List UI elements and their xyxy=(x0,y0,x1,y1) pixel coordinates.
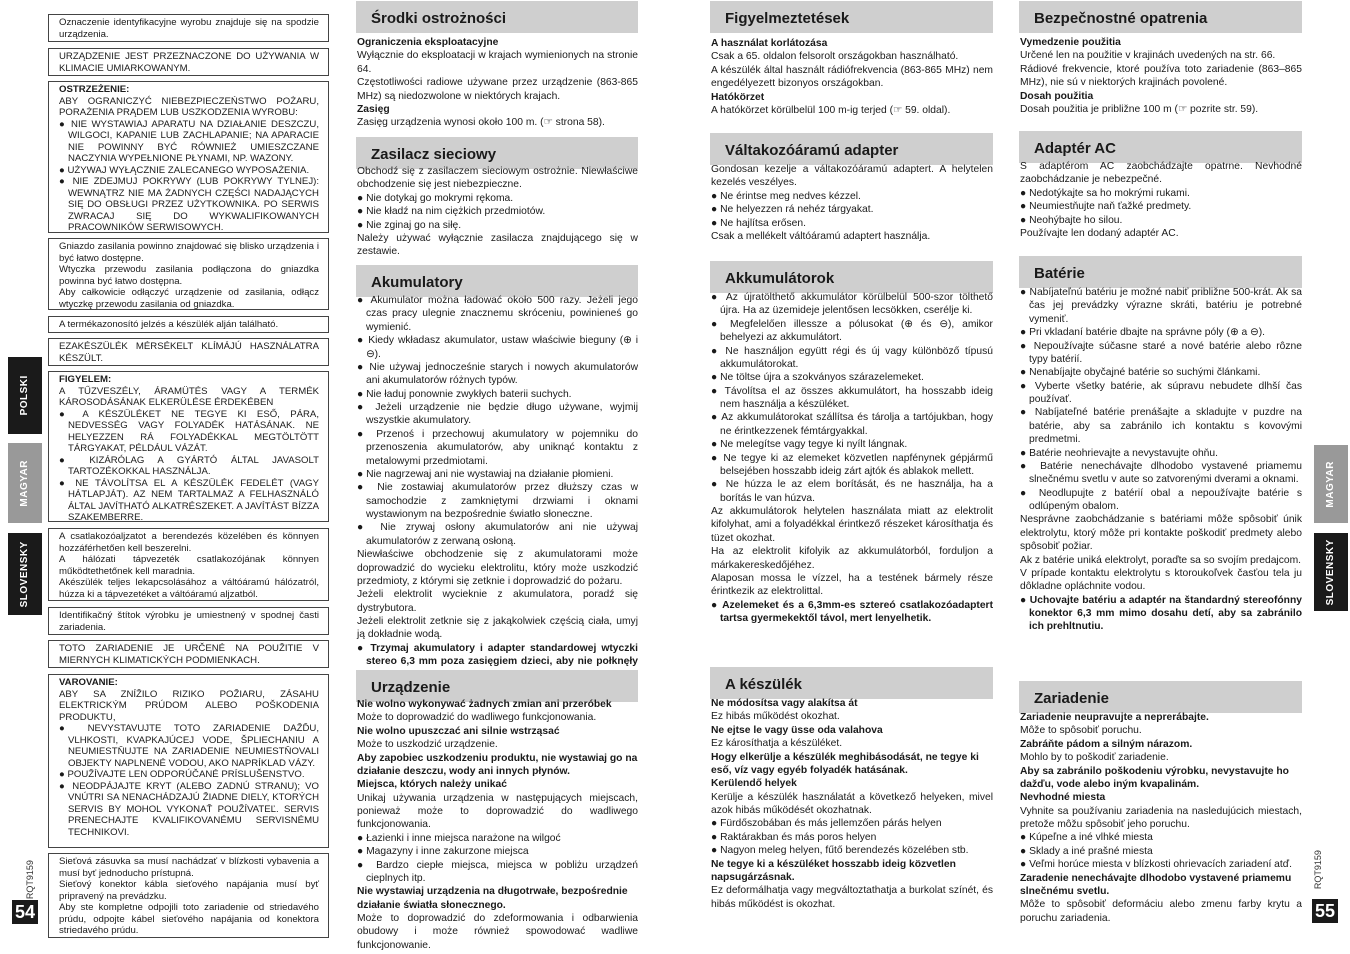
bullet-item: ● Ne használjon együtt régi és új vagy különböző típusú akkumulátorokat. xyxy=(711,345,993,370)
doc-code: RQT9159 xyxy=(25,860,36,900)
paragraph: Jeżeli elektrolit zetknie się z jakąkolwiek częścią ciała, umyj ją dokładnie wodą. xyxy=(357,616,638,641)
warning-title: FIGYELEM: xyxy=(59,374,112,385)
paragraph: ● Veľmi horúce miesta v blízkosti ohrievacích zariadení atď. xyxy=(1020,859,1292,871)
paragraph: ● Nie zginaj go na siłę. xyxy=(357,219,462,231)
bullet-item: ● Nie zostawiaj akumulatorów przez dłuższy czas w samochodzie z zamkniętymi drzwiami i oknami wystawionym na bezpośrednie światło słoneczne. xyxy=(357,482,638,520)
tab-slovensky-left xyxy=(8,533,42,615)
paragraph: ● Raktárakban és más poros helyen xyxy=(711,831,877,843)
paragraph: ● Sklady a iné prašné miesta xyxy=(1020,845,1153,857)
tab-polski-left xyxy=(8,357,42,434)
box-text: A termékazonosító jelzés a készülék alján található. xyxy=(59,319,279,330)
bold-paragraph: Ne ejtse le vagy üsse oda valahova xyxy=(711,724,883,736)
paragraph: Unikaj używania urządzenia w następujących miejscach, ponieważ może to doprowadzić do wadliwego funkcjonowania. xyxy=(357,792,638,831)
doc-code: RQT9159 xyxy=(1313,850,1324,890)
bold-paragraph: Dosah použitia xyxy=(1020,90,1094,102)
warning-item: ● KIZÁRÓLAG A GYÁRTÓ ÁLTAL JAVASOLT TARTOZÉKOKKAL HASZNÁLJA. xyxy=(59,454,319,477)
paragraph: Alaposan mossa le vízzel, ha a testének bármely része érintkezik az elektrolittal. xyxy=(711,572,993,598)
bold-bullet-item: ● Trzymaj akumulatory i adapter standardowej wtyczki stereo 6,3 mm poza zasięgiem dzieci, aby nie połknęły xyxy=(357,642,638,668)
section-heading: Adaptér AC xyxy=(1019,131,1302,163)
doc-code-right xyxy=(1304,850,1334,890)
section-heading: Zariadenie xyxy=(1019,681,1302,713)
box-text: Sieťový konektor kábla sieťového napájania musí byť pripravený na prevádzku. xyxy=(59,879,319,902)
bullet-item: ● Vyberte všetky batérie, ak súpravu nebudete dlhší čas používať. xyxy=(1020,380,1302,405)
paragraph: ● Nedotýkajte sa ho mokrými rukami. xyxy=(1020,187,1190,199)
section-heading: Akkumulátorok xyxy=(710,261,993,293)
bold-paragraph: Zariadenie neupravujte a neprerábajte. xyxy=(1020,712,1209,723)
section-heading: Środki ostrożności xyxy=(356,1,638,33)
paragraph: Kerülje a készülék használatát a következő helyeken, mivel azok hibás működését okozhatnak. xyxy=(711,791,993,816)
bullet-item: ● Batérie nenechávajte dlhodobo vystavené priamemu slnečnému svetlu v aute so zatvorenými dverami a oknami. xyxy=(1020,460,1302,486)
paragraph: Gondosan kezelje a váltakozóáramú adaptert. A helytelen kezelés veszélyes. xyxy=(711,164,993,189)
section-body xyxy=(357,36,638,130)
section-body xyxy=(1020,711,1302,925)
section-body xyxy=(1020,286,1302,634)
section-body xyxy=(711,163,993,243)
paragraph: ● Nagyon meleg helyen, fűtő berendezés közelében stb. xyxy=(711,845,969,857)
bullet-item: ● Nabíjateľnú batériu je možné nabiť približne 500-krát. Ak sa čas jej prevádzky výrazne skráti, batériu je potrebné vymeniť. xyxy=(1020,287,1302,325)
socket-note-sk xyxy=(48,853,329,938)
bullet-item: ● Megfelelően illessze a pólusokat (⊕ és ⊖), amikor behelyezi az akkumulátort. xyxy=(711,318,993,344)
section-heading: Urządzenie xyxy=(356,670,638,702)
bullet-item: ● Ne húzza le az elem borítását, és ne használja, ha a borítás le van húzva. xyxy=(711,479,993,504)
paragraph: Może to uszkodzić urządzenie. xyxy=(357,739,498,751)
section-heading: A készülék xyxy=(710,667,993,699)
product-id-note-hu xyxy=(48,316,329,333)
paragraph: ● Fürdőszobában és más jellemzően párás helyen xyxy=(711,818,942,830)
bold-paragraph: Hatókörzet xyxy=(711,91,765,103)
bullet-item: ● Kiedy wkładasz akumulator, ustaw właściwie bieguny (⊕ i ⊖). xyxy=(357,335,638,360)
bold-paragraph: Zasięg xyxy=(357,103,390,115)
paragraph: Może to doprowadzić do wadliwego funkcjonowania. xyxy=(357,712,597,724)
paragraph: ● Ne helyezzen rá nehéz tárgyakat. xyxy=(711,204,874,216)
bold-paragraph: Hogy elkerülje a készülék meghibásodását, ne tegye ki eső, víz vagy egyéb folyadék hatásának. xyxy=(711,751,979,776)
product-id-note-sk xyxy=(48,607,329,635)
section-heading: Akumulatory xyxy=(356,265,638,297)
bullet-item: ● Nenabíjajte obyčajné batérie so suchými článkami. xyxy=(1020,367,1261,379)
bullet-item: ● Távolítsa el az összes akkumulátort, ha hosszabb ideig nem használja a készüléket. xyxy=(711,385,993,410)
paragraph: Ez hibás működést okozhat. xyxy=(711,711,840,723)
bold-paragraph: Nie wolno wykonywać żadnych zmian ani przeróbek xyxy=(357,699,612,710)
bullet-item: ● Batérie neohrievajte a nevystavujte ohňu. xyxy=(1020,447,1218,459)
section-body xyxy=(711,291,993,625)
box-text: A hálózati tápvezeték csatlakozójának könnyen működtethetőnek kell maradnia. xyxy=(59,554,319,577)
tab-label: SLOVENSKY xyxy=(1324,538,1336,606)
bullet-item: ● Az akkumulátorokat szállítsa és tárolja a tartójukban, hogy ne érintkezzenek fémtárgyakkal. xyxy=(711,412,993,437)
box-text: Oznaczenie identyfikacyjne wyrobu znajduje się na spodzie urządzenia. xyxy=(59,17,319,40)
paragraph: A hatókörzet körülbelül 100 m-ig terjed (☞ 59. oldal). xyxy=(711,104,951,116)
warning-item: ● NEVYSTAVUJTE TOTO ZARIADENIE DAŽĎU, VLHKOSTI, KVAPKAJÚCEJ VODE, ŠPLIECHANIU A NEUMIESTŇUJTE NA ZARIADENIE NEUMIESTŇOVALI OBJEKTY NAPLNENÉ VODOU, AKO NAPRÍKLAD VÁZY. xyxy=(59,723,319,769)
section-body xyxy=(357,294,638,682)
bullet-item: ● Nie ładuj ponownie zwykłych baterii suchych. xyxy=(357,388,572,400)
tab-label: MAGYAR xyxy=(1324,460,1336,508)
bullet-item: ● Jeżeli urządzenie nie będzie długo używane, wyjmij wszystkie akumulatory. xyxy=(357,402,638,427)
bold-paragraph: Miejsca, których należy unikać xyxy=(357,779,507,791)
paragraph: Mohlo by to poškodiť zariadenie. xyxy=(1020,752,1169,764)
warning-intro: A TŰZVESZÉLY, ÁRAMÜTÉS VAGY A TERMÉK KÁROSODÁSÁNAK ELKERÜLÉSE ÉRDEKÉBEN xyxy=(59,385,319,408)
box-text: URZĄDZENIE JEST PRZEZNACZONE DO UŻYWANIA W KLIMACIE UMIARKOWANYM. xyxy=(59,51,319,74)
climate-note-hu xyxy=(48,338,329,366)
box-text: Gniazdo zasilania powinno znajdować się blisko urządzenia i być łatwo dostępne. xyxy=(59,241,319,264)
tab-label: MAGYAR xyxy=(18,459,30,507)
bold-paragraph: Ne módosítsa vagy alakítsa át xyxy=(711,698,858,709)
socket-note-pl xyxy=(48,238,329,310)
box-text: Aby całkowicie odłączyć urządzenie od zasilania, odłącz wtyczkę przewodu zasilania od gniazdka. xyxy=(59,287,319,310)
warning-item: ● NE TÁVOLÍTSA EL A KÉSZÜLÉK FEDELÉT (VAGY HÁTLAPJÁT). AZ NEM TARTALMAZ A FELHASZNÁLÓ ÁLTAL JAVÍTHATÓ ALKATRÉSZEKET. A JAVÍTÁST BÍZZA SZAKEMBERRE. xyxy=(59,477,319,523)
paragraph: Może to doprowadzić do zdeformowania i odbarwienia obudowy i może również spowodować wadliwe funkcjonowanie. xyxy=(357,913,638,951)
warning-title: VAROVANIE: xyxy=(59,677,118,688)
paragraph: ● Ne érintse meg nedves kézzel. xyxy=(711,190,861,202)
bold-paragraph: Ograniczenia eksploatacyjne xyxy=(357,37,499,48)
paragraph: Vyhnite sa používaniu zariadenia na nasledujúcich miestach, pretože môžu spôsobiť jeho poruchu. xyxy=(1020,805,1302,830)
bullet-item: ● Neodlupujte z batérií obal a nepoužívajte batérie s odlúpeným obalom. xyxy=(1020,487,1302,512)
paragraph: Należy używać wyłącznie zasilacza znajdującego się w zestawie. xyxy=(357,232,638,258)
tab-label: POLSKI xyxy=(18,375,30,416)
warning-item: ● NIE ZDEJMUJ POKRYWY (LUB POKRYWY TYLNEJ): WEWNĄTRZ NIE MA ŻADNYCH CZĘŚCI NADAJĄCYCH SIĘ DO OBSŁUGI PRZEZ UŻYTKOWNIKA. PO SERWIS ZWRACAJ SIĘ DO WYKWALIFIKOWANYCH PRACOWNIKÓW SERWISOWYCH. xyxy=(59,176,319,233)
paragraph: Ez károsíthatja a készüléket. xyxy=(711,738,843,750)
product-id-note-pl xyxy=(48,14,329,42)
warning-item: ● NIE WYSTAWIAJ APARATU NA DZIAŁANIE DESZCZU, WILGOCI, KAPANIE LUB ZACHLAPANIE; NA APARACIE NIE POWINNY BYĆ RÓWNIEŻ UMIESZCZANE NACZYNIA WYPEŁNIONE PŁYNAMI, NP. WAZONY. xyxy=(59,118,319,164)
paragraph: ● Nie kładź na nim ciężkich przedmiotów. xyxy=(357,206,546,218)
tab-label: SLOVENSKY xyxy=(18,540,30,608)
paragraph: ● Łazienki i inne miejsca narażone na wilgoć xyxy=(357,832,561,844)
warning-item: ● NEODPÁJAJTE KRYT (ALEBO ZADNÚ STRANU); VO VNÚTRI SA NENACHÁDZAJÚ ŽIADNE DIELY, KTORÝCH SERVIS BY MOHOL VYKONAŤ POUŽÍVATEĽ. SERVIS PRENECHAJTE KVALIFIKOVANÉMU SERVISNÉMU TECHNIKOVI. xyxy=(59,780,319,838)
paragraph: ● Neohýbajte ho silou. xyxy=(1020,214,1123,226)
bold-paragraph: Nevhodné miesta xyxy=(1020,792,1106,804)
doc-code-left xyxy=(16,860,46,900)
warning-box-hu xyxy=(48,371,329,522)
warning-box-pl xyxy=(48,81,329,233)
paragraph: Ak z batérie uniká elektrolyt, poraďte sa so svojím predajcom. xyxy=(1020,554,1302,566)
paragraph: Jeżeli elektrolit wycieknie z akumulatora, poradź się dystrybutora. xyxy=(357,589,638,614)
section-body xyxy=(1020,36,1302,116)
bold-paragraph: Ne tegye ki a készüléket hosszabb ideig közvetlen napsugárzásnak. xyxy=(711,858,956,883)
bold-paragraph: A használat korlátozása xyxy=(711,38,828,49)
section-heading: Bezpečnostné opatrenia xyxy=(1019,1,1302,33)
paragraph: Częstotliwości radiowe używane przez urządzenie (863-865 MHz) są niedozwolone w niektórych krajach. xyxy=(357,77,638,102)
paragraph: ● Neumiestňujte naň ťažké predmety. xyxy=(1020,201,1192,213)
paragraph: Ez deformálhatja vagy megváltoztathatja a burkolat színét, és hibás működést is okozhat. xyxy=(711,885,993,910)
section-body xyxy=(357,698,638,952)
section-heading: Figyelmeztetések xyxy=(710,1,993,33)
bold-paragraph: Aby sa zabránilo poškodeniu výrobku, nevystavujte ho dažďu, vode alebo iným kvapalinám. xyxy=(1020,765,1289,790)
paragraph: ● Kúpeľne a iné vlhké miesta xyxy=(1020,832,1153,844)
bullet-item: ● Nie zrywaj osłony akumulatorów ani nie używaj akumulatorów z zerwaną osłoną. xyxy=(357,522,638,547)
paragraph: Určené len na použitie v krajinách uvedených na str. 66. xyxy=(1020,50,1276,62)
bold-paragraph: Kerülendő helyek xyxy=(711,778,797,790)
bullet-item: ● Pri vkladaní batérie dbajte na správne póly (⊕ a ⊖). xyxy=(1020,327,1265,339)
box-text: Sieťová zásuvka sa musí nachádzať v blízkosti vybavenia a musí byť jednoducho prístupná. xyxy=(59,856,319,879)
bullet-item: ● Nie używaj jednocześnie starych i nowych akumulatorów ani akumulatorów różnych typów. xyxy=(357,361,638,387)
paragraph: ● Magazyny i inne zakurzone miejsca xyxy=(357,846,529,858)
paragraph: Az akkumulátorok helytelen használata miatt az elektrolit kifolyhat, ami a folyadékkal érintkező részeket károsíthatja és tüzet okozhat. xyxy=(711,506,993,544)
paragraph: Obchodź się z zasilaczem sieciowym ostrożnie. Niewłaściwe obchodzenie się jest niebezpieczne. xyxy=(357,166,638,191)
section-heading: Batérie xyxy=(1019,256,1302,288)
bold-bullet-item: ● Uchovajte batériu a adaptér na štandardný stereofónny konektor 6,3 mm mimo dosahu detí, aby sa zabránilo ich prehltnutiu. xyxy=(1020,594,1302,633)
paragraph: Ha az elektrolit kifolyik az akkumulátorból, forduljon a márkakereskedőjéhez. xyxy=(711,546,993,571)
paragraph: ● Ne hajlítsa erősen. xyxy=(711,217,806,229)
warning-item: ● UŻYWAJ WYŁĄCZNIE ZALECANEGO WYPOSAŻENIA. xyxy=(59,164,310,176)
paragraph: Csak a mellékelt váltóáramú adaptert használja. xyxy=(711,230,931,242)
paragraph: Csak a 65. oldalon felsorolt országokban használható. xyxy=(711,51,959,63)
page-number-right: 55 xyxy=(1312,899,1338,923)
bullet-item: ● Nie nagrzewaj ani nie wystawiaj na działanie płomieni. xyxy=(357,468,614,480)
paragraph: Niewłaściwe obchodzenie się z akumulatorami może doprowadzić do wycieku elektrolitu, który może uszkodzić przedmioty, z którymi się zetknie i doprowadzić do pożaru. xyxy=(357,549,638,587)
paragraph: Môže to spôsobiť poruchu. xyxy=(1020,725,1142,737)
paragraph: Môže to spôsobiť deformáciu alebo zmenu farby krytu a poruchu zariadenia. xyxy=(1020,899,1302,924)
paragraph: A készülék által használt rádiófrekvencia (863-865 MHz) nem engedélyezett bizonyos országokban. xyxy=(711,64,993,90)
paragraph: Zasięg urządzenia wynosi około 100 m. (☞ strona 58). xyxy=(357,117,605,129)
bold-paragraph: Nie wolno upuszczać ani silnie wstrząsać xyxy=(357,725,560,737)
bullet-item: ● Ne tegye ki az elemeket közvetlen napfénynek gépjármű belsejében hosszabb ideig zárt ajtók és ablakok mellett. xyxy=(711,452,993,477)
warning-item: ● A KÉSZÜLÉKET NE TEGYE KI ESŐ, PÁRA, NEDVESSÉG VAGY FOLYADÉK HATÁSÁNAK. NE HELYEZZEN RÁ FOLYADÉKKAL MEGTÖLTÖTT TÁRGYAKAT, PÉLDÁUL VÁZÁT. xyxy=(59,408,319,454)
bold-paragraph: Aby zapobiec uszkodzeniu produktu, nie wystawiaj go na działanie deszczu, wody ani innych płynów. xyxy=(357,752,638,777)
box-text: A csatlakozóaljzatot a berendezés közelében és könnyen hozzáférhetően kell beszerelni. xyxy=(59,531,319,554)
bold-bullet-item: ● Azelemeket és a 6,3mm-es sztereó csatlakozóadaptert tartsa gyermekektől távol, mert lenyelhetik. xyxy=(711,599,993,624)
bullet-item: ● Akumulator można ładować około 500 razy. Jeżeli jego czas pracy ulegnie znacznemu skróceniu, powinieneś go wymienić. xyxy=(357,295,638,333)
section-body xyxy=(1020,160,1302,240)
paragraph: Nesprávne zaobchádzanie s batériami môže spôsobiť únik elektrolytu, ktorý môže pri kontakte poškodiť predmety alebo spôsobiť požiar. xyxy=(1020,514,1302,553)
page-number-left: 54 xyxy=(12,900,38,924)
socket-note-hu xyxy=(48,528,329,601)
warning-intro: ABY OGRANICZYĆ NIEBEZPIECZEŃSTWO POŻARU, PORAŻENIA PRĄDEM LUB USZKODZENIA WYROBU: xyxy=(59,95,319,118)
tab-magyar-right xyxy=(1314,445,1348,523)
paragraph: Dosah použitia je približne 100 m (☞ pozrite str. 59). xyxy=(1020,103,1259,115)
box-text: Wtyczka przewodu zasilania podłączona do gniazdka powinna być łatwo dostępna. xyxy=(59,264,319,287)
bullet-item: ● Nepoužívajte súčasne staré a nové batérie alebo rôzne typy batérií. xyxy=(1020,340,1302,365)
climate-note-sk xyxy=(48,640,329,668)
paragraph: ● Nie dotykaj go mokrymi rękoma. xyxy=(357,192,514,204)
paragraph: Wyłącznie do eksploatacji w krajach wymienionych na stronie 64. xyxy=(357,50,638,75)
box-text: Akészülék teljes lekapcsolásához a váltóáramú hálózatról, húzza ki a tápvezetéket a váltóáramú aljzatból. xyxy=(59,577,319,600)
bullet-item: ● Bardzo ciepłe miejsca, miejsca w pobliżu urządzeń cieplnych itp. xyxy=(357,859,638,884)
warning-intro: ABY SA ZNÍŽILO RIZIKO POŽIARU, ZÁSAHU ELEKTRICKÝM PRÚDOM ALEBO POŠKODENIA PRODUKTU, xyxy=(59,688,319,723)
section-heading: Zasilacz sieciowy xyxy=(356,137,638,169)
box-text: TOTO ZARIADENIE JE URČENÉ NA POUŽITIE V MIERNYCH KLIMATICKÝCH PODMIENKACH. xyxy=(59,643,319,666)
box-text: EZAKÉSZÜLÉK MÉRSÉKELT KLÍMÁJÚ HASZNÁLATRA KÉSZÜLT. xyxy=(59,341,319,364)
section-body xyxy=(711,697,993,911)
climate-note-pl xyxy=(48,48,329,76)
bold-paragraph: Nie wystawiaj urządzenia na długotrwałe, bezpośrednie działanie światła słonecznego. xyxy=(357,886,628,911)
bullet-item: ● Ne töltse újra a szokványos szárazelemeket. xyxy=(711,372,924,384)
paragraph: Rádiové frekvencie, ktoré používa toto zariadenie (863–865 MHz), nie sú v niektorých krajinách povolené. xyxy=(1020,63,1302,89)
paragraph: V prípade kontaktu elektrolytu s ktoroukoľvek časťou tela ju dôkladne opláchnite vodou. xyxy=(1020,567,1302,593)
bold-paragraph: Vymedzenie použitia xyxy=(1020,37,1121,48)
bold-paragraph: Zaradenie nenechávajte dlhodobo vystavené priamemu slnečnému svetlu. xyxy=(1020,872,1292,897)
bullet-item: ● Ne melegítse vagy tegye ki nyílt lángnak. xyxy=(711,439,908,451)
tab-magyar-left xyxy=(8,443,42,523)
box-text: Identifikačný štítok výrobku je umiestnený v spodnej časti zariadenia. xyxy=(59,610,319,633)
section-heading: Váltakozóáramú adapter xyxy=(710,133,993,165)
section-body xyxy=(357,165,638,259)
tab-slovensky-right xyxy=(1314,533,1348,611)
paragraph: Používajte len dodaný adaptér AC. xyxy=(1020,227,1179,239)
bullet-item: ● Nabíjateľné batérie prenášajte a skladujte v puzdre na batérie, aby sa zabránilo ich kontaktu s kovovými predmetmi. xyxy=(1020,407,1302,446)
warning-item: ● POUŽÍVAJTE LEN ODPORÚČANÉ PRÍSLUŠENSTVO. xyxy=(59,769,305,780)
bullet-item: ● Przenoś i przechowuj akumulatory w pojemniku do przenoszenia akumulatorów, aby uniknąć kontaktu z metalowymi przedmiotami. xyxy=(357,428,638,467)
warning-title: OSTRZEŻENIE: xyxy=(59,84,130,95)
bold-paragraph: Zabráňte pádom a silným nárazom. xyxy=(1020,738,1193,750)
warning-box-sk xyxy=(48,674,329,848)
bullet-item: ● Az újratölthető akkumulátor körülbelül 500-szor tölthető újra. Ha az üzemideje jelentősen lecsökken, cserélje ki. xyxy=(711,292,993,317)
box-text: Aby ste kompletne odpojili toto zariadenie od striedavého prúdu, odpojte kábel sieťového napájania od konektora striedavého prúdu. xyxy=(59,902,319,936)
paragraph: S adaptérom AC zaobchádzajte opatrne. Nevhodné zaobchádzanie je nebezpečné. xyxy=(1020,161,1302,186)
section-body xyxy=(711,37,993,117)
